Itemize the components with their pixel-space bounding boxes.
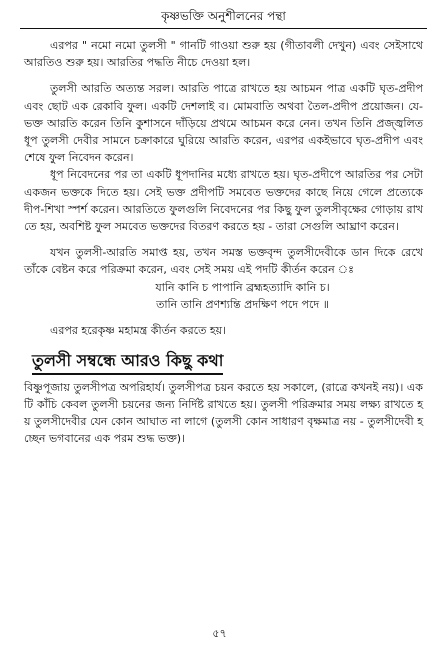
spacer: [24, 313, 423, 322]
verse-line-1: যানি কানি চ পাপানি ব্রহ্মহত্যাদি কানি চ।: [155, 280, 330, 294]
spacer: [24, 235, 423, 244]
page-number: ৫৭: [212, 627, 227, 640]
paragraph-tulsi-notes: বিষ্ণুপূজায় তুলসীপত্র অপরিহার্য। তুলসীপত্র চয়ন করতে হয় সকালে, (রাত্রে কখনই নয়)। একটি কাঁচি কেবল তুলসী চয়নের জন্য নির্দিষ্ট রাখতে হয়। তুলসী পরিক্রমার সময় লক্ষ্য রাখতে হয় তুলসীদেবীর যেন কোন আঘাত না লাগে (তুলসী কোন সাধারণ বৃক্ষমাত্র নয় - তুলসীদেবী হচ্ছেন ভগবানের এক পরম শুদ্ধ ভক্ত)।: [24, 380, 423, 446]
section-heading: তুলসী সম্বন্ধে আরও কিছু কথা: [32, 350, 223, 375]
verse-line-2: তানি তানি প্রণশ্যন্তি প্রদক্ষিণ পদে পদে ॥: [156, 298, 329, 312]
paragraph-mahamantra: এরপর হরেকৃষ্ণ মহামন্ত্র কীর্তন করতে হয়।: [50, 324, 227, 338]
paragraph-offering: ধূপ নিবেদনের পর তা একটি ধূপদানির মধ্যে রাখতে হয়। ঘৃত-প্রদীপে আরতির পর সেটা একজন ভক্তকে দিতে হয়। সেই ভক্ত প্রদীপটি সমবেত ভক্তদের কাছে নিয়ে গেলে প্রত্যেকে দীপ-শিখা স্পর্শ করেন। আরতিতে ফুলগুলি নিবেদনের পর কিছু ফুল তুলসীবৃক্ষের গোড়ায় রাখতে হয়, অবশিষ্ট ফুল সমবেত ভক্তদের বিতরণ করতে হয় - তারা সেগুলি আঘ্রাণ করেন।: [24, 168, 423, 234]
running-header: কৃষ্ণভক্তি অনুশীলনের পন্থা: [161, 9, 286, 23]
paragraph-parikrama: যখন তুলসী-আরতি সমাপ্ত হয়, তখন সমস্ত ভক্তবৃন্দ তুলসীদেবীকে ডান দিকে রেখে তাঁকে বেষ্টন করে পরিক্রমা করেন, এবং সেই সময় এই পদটি কীর্তন করেন ঃ: [24, 246, 423, 277]
spacer: [24, 71, 423, 80]
header-rule: [20, 28, 427, 29]
paragraph-intro: এরপর " নমো নমো তুলসী " গানটি গাওয়া শুরু হয় (গীতাবলী দেখুন) এবং সেইসাথে আরতিও শুরু হয়। আরতির পদ্ধতি নীচে দেওয়া হল।: [24, 39, 423, 70]
paragraph-aarti-method: তুলসী আরতি অত্যন্ত সরল। আরতি পাত্রে রাখতে হয় আচমন পাত্র একটি ঘৃত-প্রদীপ এবং ছোট এক রেকাবি ফুল। একটি দেশলাই ব। মোমবাতি অথবা তৈল-প্রদীপ প্রয়োজন। যে-ভক্ত আরতি করেন তিনি কুশাসনে দাঁড়িয়ে প্রথমে আচমন করে নেন। তখন তিনি প্রজ্জ্বলিত ধূপ তুলসী দেবীর সামনে চক্রাকারে ঘুরিয়ে আরতি করেন, এরপর একইভাবে ঘৃত-প্রদীপ এবং শেষে ফুল নিবেদন করেন।: [24, 82, 423, 165]
